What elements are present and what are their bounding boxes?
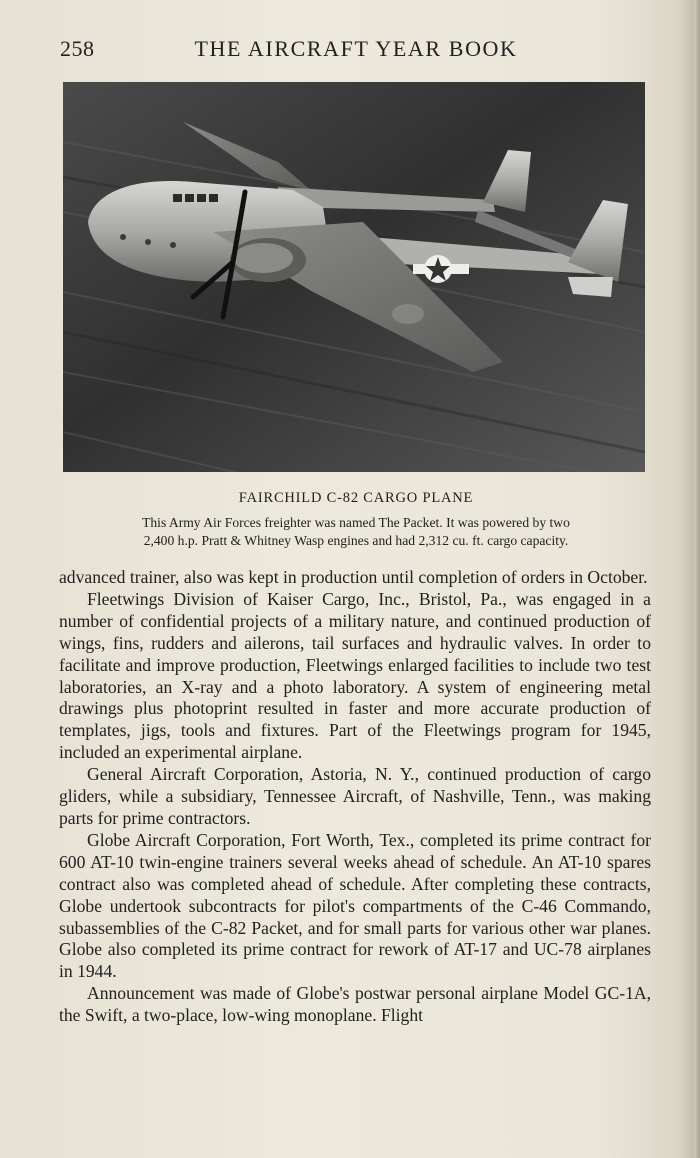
paragraph: Fleetwings Division of Kaiser Cargo, Inc., Bristol, Pa., was engaged in a number of confidential projects of a military nature, and continued production of wings, fins, rudders and ailerons, tail surfaces and hydraulic valves. In order to facilitate and improve production, Fleetwings enlarged facilities to include two test laboratories, an X-ray and a photo laboratory. A system of engineering metal drawings plus photoprint resulted in faster and more accurate production of templates, jigs, tools and fixtures. Part of the Fleetwings program for 1945, included an experimental airplane. [59, 588, 651, 763]
figure-caption-text [56, 514, 656, 550]
caption-line: This Army Air Forces freighter was named The Packet. It was powered by two [142, 515, 570, 530]
page-gutter-edge [694, 0, 700, 1158]
figure-caption-title: FAIRCHILD C-82 CARGO PLANE [238, 490, 474, 506]
body-text [59, 567, 651, 1027]
page-header [60, 36, 652, 66]
paragraph: advanced trainer, also was kept in production until completion of orders in October. [59, 567, 648, 587]
paragraph: Globe Aircraft Corporation, Fort Worth, Tex., completed its prime contract for 600 AT-10 twin-engine trainers several weeks ahead of schedule. An AT-10 spares contract also was completed ahead of schedule. After completing these contracts, Globe undertook subcontracts for pilot's compartments of the C-46 Commando, subassemblies of the C-82 Packet, and for small parts for various other war planes. Globe also completed its prime contract for rework of AT-17 and UC-78 airplanes in 1944. [59, 829, 651, 982]
paragraph: General Aircraft Corporation, Astoria, N. Y., continued production of cargo gliders, while a subsidiary, Tennessee Aircraft, of Nashville, Tenn., was making parts for prime contractors. [59, 764, 651, 828]
page-number: 258 [60, 36, 95, 61]
caption-line: 2,400 h.p. Pratt & Whitney Wasp engines and had 2,312 cu. ft. cargo capacity. [143, 533, 569, 548]
cargo-plane-illustration [63, 82, 645, 472]
paragraph: Announcement was made of Globe's postwar personal airplane Model GC-1A, the Swift, a two-place, low-wing monoplane. Flight [59, 983, 651, 1026]
running-title: THE AIRCRAFT YEAR BOOK [194, 36, 518, 61]
aircraft-photo [63, 82, 645, 472]
